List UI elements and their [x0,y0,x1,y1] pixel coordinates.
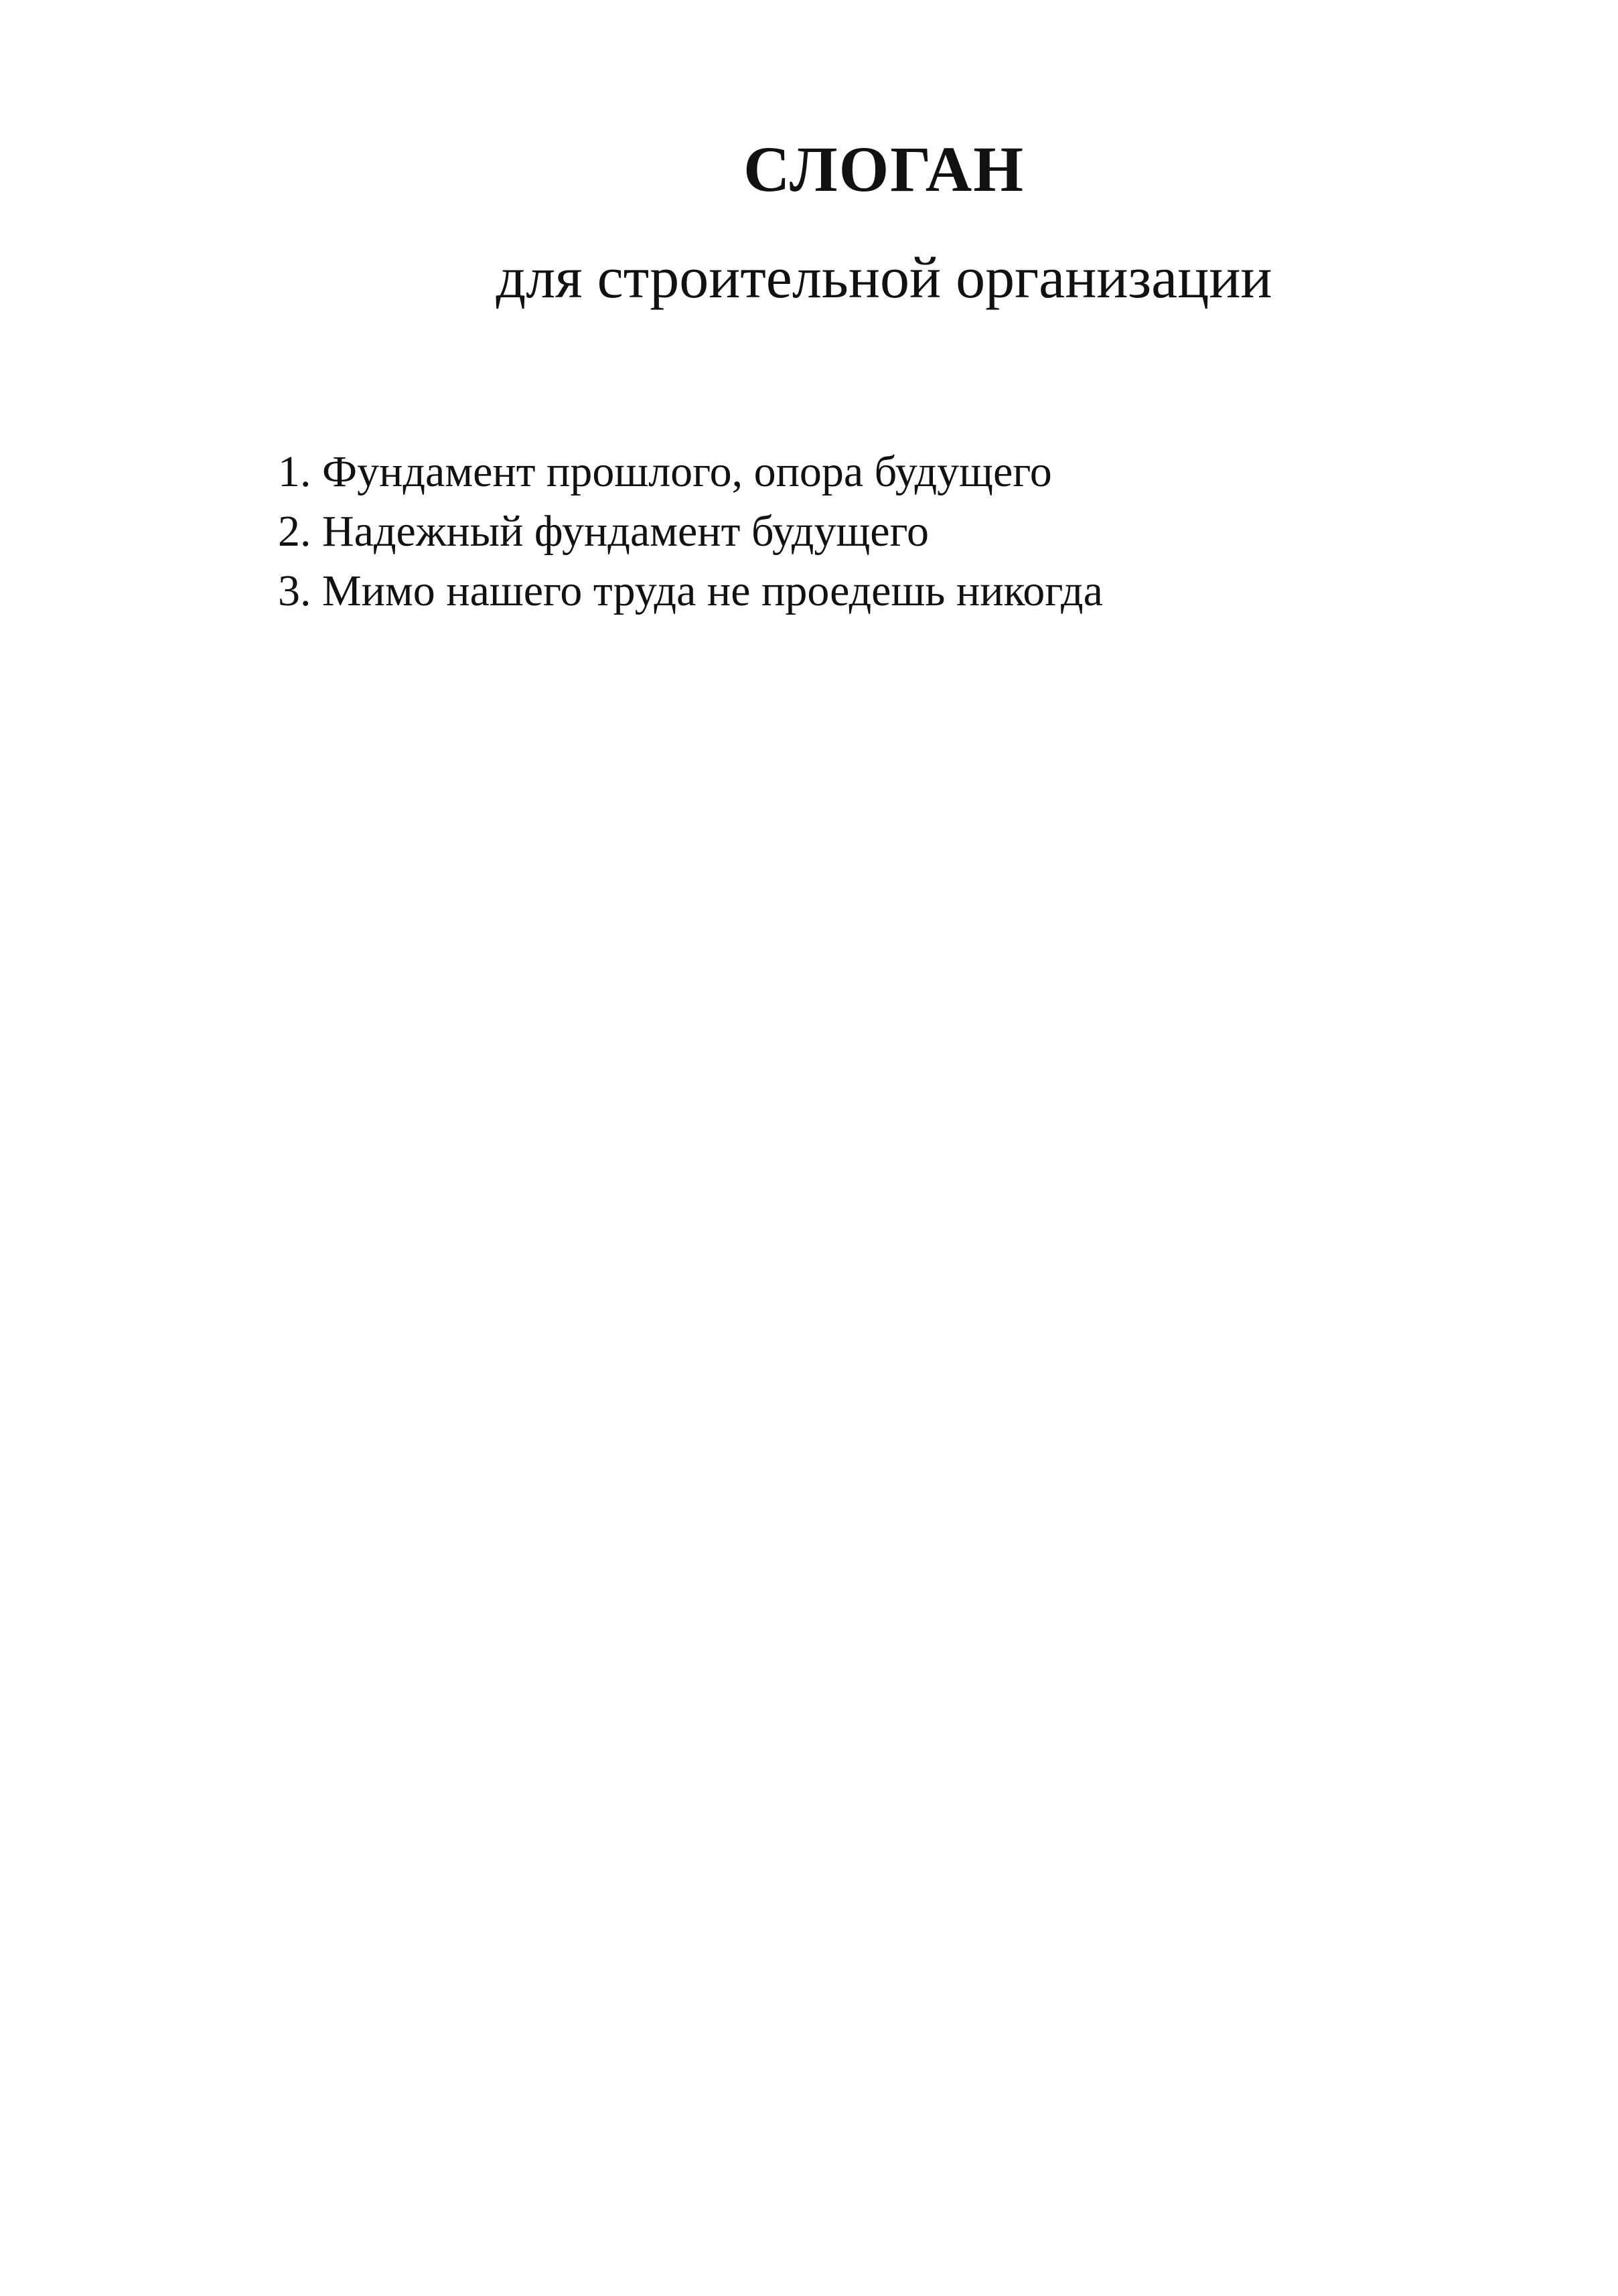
slogan-item [278,502,1103,561]
slogan-number: 1. [278,447,311,496]
slogan-text: Мимо нашего труда не проедешь никогда [322,566,1103,615]
document-title: СЛОГАН [743,133,1025,205]
slogan-number: 2. [278,507,311,556]
document-subtitle: для строительной организации [496,246,1272,311]
slogan-item [278,442,1103,502]
slogan-item [278,561,1103,621]
slogan-number: 3. [278,566,311,615]
slogan-list [278,442,1103,621]
slogan-text: Фундамент прошлого, опора будущего [322,447,1052,496]
slogan-text: Надежный фундамент будущего [322,507,929,556]
